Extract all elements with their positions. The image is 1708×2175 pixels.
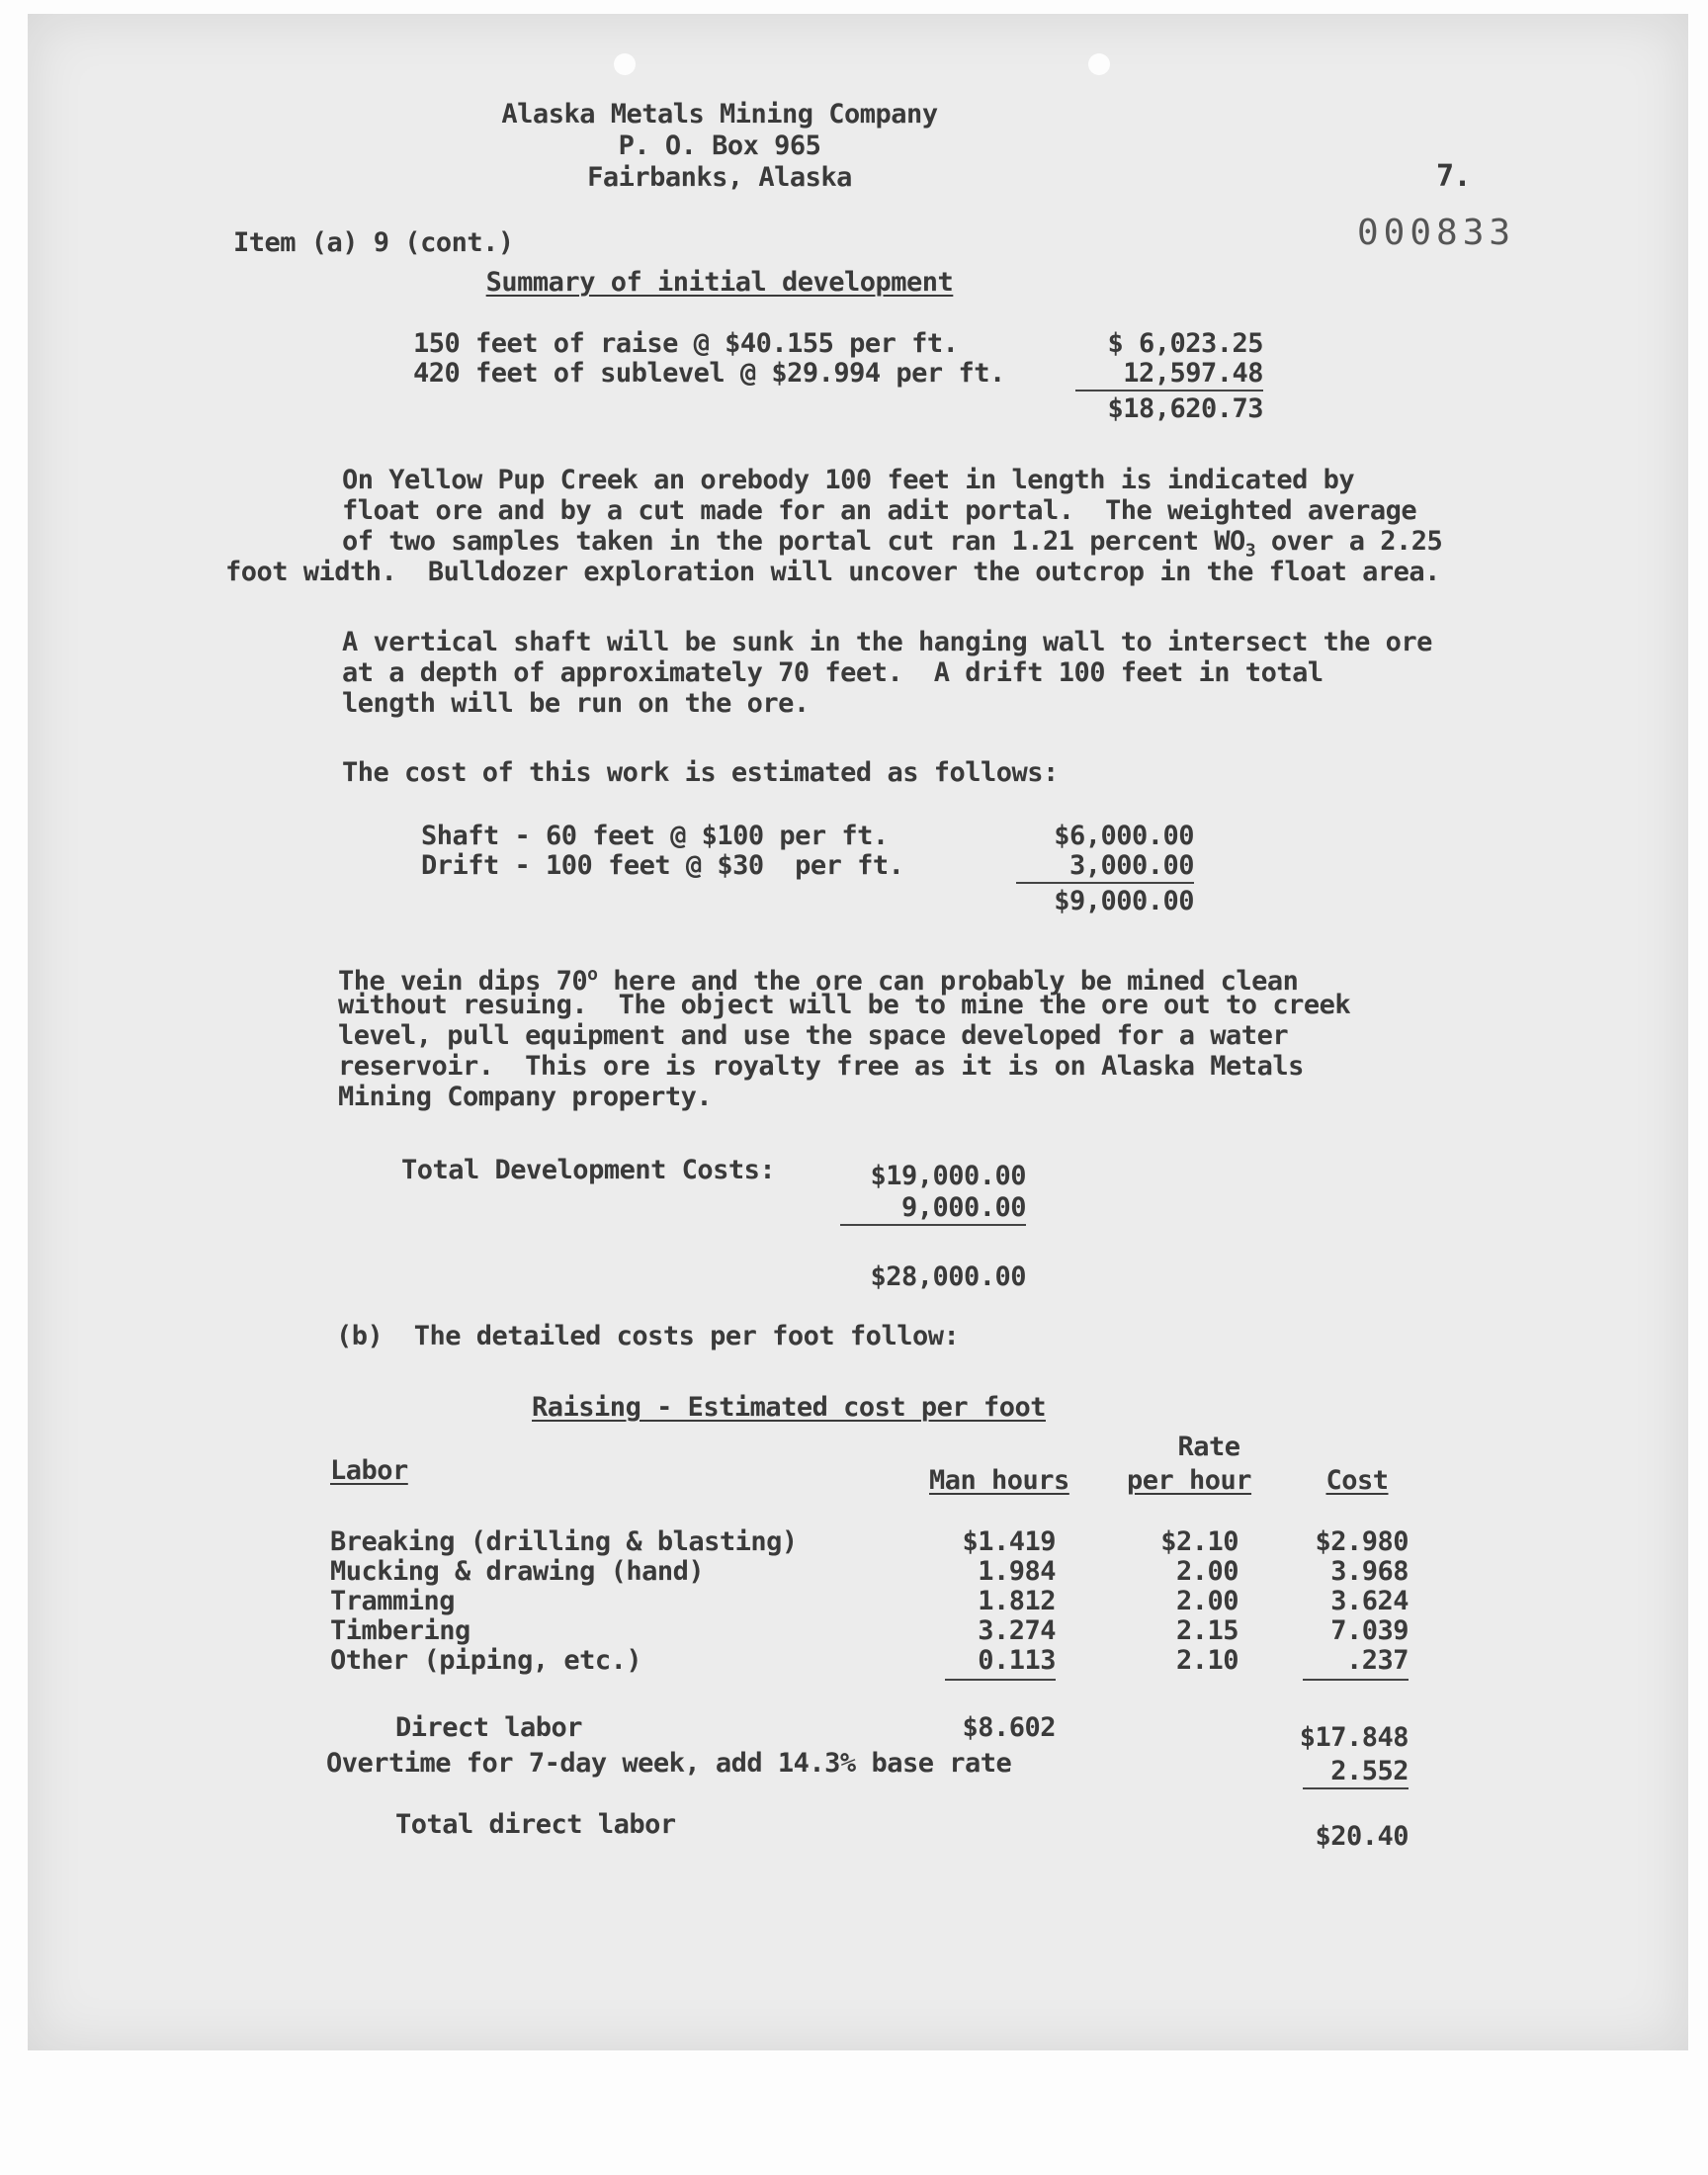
labor-row-cost: 3.624 xyxy=(1330,1586,1409,1616)
paragraph-line: Mining Company property. xyxy=(338,1082,713,1112)
total-dev-value: $19,000.00 xyxy=(870,1161,1026,1191)
work-sum-rule xyxy=(1016,882,1194,884)
labor-row-hours: 0.113 xyxy=(978,1645,1056,1676)
rate-header-top: Rate xyxy=(1177,1432,1240,1462)
punch-hole xyxy=(1088,53,1110,75)
paragraph-line: float ore and by a cut made for an adit portal. The weighted average xyxy=(342,495,1417,526)
overtime-cost: 2.552 xyxy=(1330,1756,1409,1786)
document-page xyxy=(28,14,1688,2050)
summary-title: Summary of initial development xyxy=(485,267,954,298)
labor-row-hours: 1.812 xyxy=(978,1586,1056,1616)
paragraph-line: at a depth of approximately 70 feet. A drift 100 feet in total xyxy=(342,657,1324,688)
item-label: Item (a) 9 (cont.) xyxy=(233,227,514,258)
labor-row-cost: $2.980 xyxy=(1315,1526,1409,1557)
labor-row-rate: 2.00 xyxy=(1175,1586,1238,1616)
work-row-drift: Drift - 100 feet @ $30 per ft. xyxy=(421,850,904,881)
labor-row-cost: 7.039 xyxy=(1330,1615,1409,1646)
total-dev-rule xyxy=(840,1224,1026,1226)
raising-title: Raising - Estimated cost per foot xyxy=(532,1392,1046,1423)
total-dev-value: 9,000.00 xyxy=(900,1192,1026,1223)
punch-hole xyxy=(614,53,636,75)
direct-labor-cost: $17.848 xyxy=(1299,1722,1409,1753)
labor-row-hours: 3.274 xyxy=(978,1615,1056,1646)
work-total: $9,000.00 xyxy=(1054,886,1194,916)
labor-row-label: Timbering xyxy=(330,1615,470,1646)
page-number: 7. xyxy=(1436,159,1472,194)
paragraph-line: level, pull equipment and use the space developed for a water xyxy=(338,1020,1289,1051)
company-name: Alaska Metals Mining Company xyxy=(501,99,938,130)
paragraph-line: length will be run on the ore. xyxy=(342,688,810,719)
paragraph-line-with-superscript: The vein dips 70$^o$ here and the ore can probably be mined clean xyxy=(338,964,1299,997)
cost-header: Cost xyxy=(1325,1465,1389,1496)
total-sum-rule xyxy=(1303,1787,1409,1789)
work-row-shaft: Shaft - 60 feet @ $100 per ft. xyxy=(421,821,889,851)
labor-row-label: Tramming xyxy=(330,1586,456,1616)
work-amount-drift: 3,000.00 xyxy=(1068,850,1194,881)
total-direct-labor-cost: $20.40 xyxy=(1315,1821,1409,1852)
labor-row-hours: 1.984 xyxy=(978,1556,1056,1587)
paragraph-line: without resuing. The object will be to mine the ore out to creek xyxy=(338,990,1351,1020)
paragraph-line: A vertical shaft will be sunk in the hanging wall to intersect the ore xyxy=(342,627,1432,657)
labor-row-label: Other (piping, etc.) xyxy=(330,1645,642,1676)
company-city: Fairbanks, Alaska xyxy=(587,162,852,193)
labor-row-hours: $1.419 xyxy=(962,1526,1056,1557)
cost-intro: The cost of this work is estimated as follows: xyxy=(342,757,1059,788)
total-direct-labor-label: Total direct labor xyxy=(395,1809,676,1840)
labor-row-rate: 2.00 xyxy=(1175,1556,1238,1587)
company-address: P. O. Box 965 xyxy=(618,130,821,161)
work-amount-shaft: $6,000.00 xyxy=(1054,821,1194,851)
total-dev-total: $28,000.00 xyxy=(870,1262,1026,1292)
summary-sum-rule xyxy=(1075,390,1263,392)
labor-row-cost: .237 xyxy=(1345,1645,1409,1676)
summary-row-raise: 150 feet of raise @ $40.155 per ft. xyxy=(413,328,959,359)
cost-sum-rule xyxy=(1303,1679,1409,1681)
labor-row-rate: 2.10 xyxy=(1175,1645,1238,1676)
overtime-label: Overtime for 7-day week, add 14.3% base rate xyxy=(326,1748,1012,1779)
section-b-heading: (b) The detailed costs per foot follow: xyxy=(336,1321,960,1351)
paragraph-line: On Yellow Pup Creek an orebody 100 feet in length is indicated by xyxy=(342,465,1355,495)
rate-header-bottom: per hour xyxy=(1127,1465,1252,1496)
direct-labor-hours: $8.602 xyxy=(962,1712,1056,1743)
summary-total: $18,620.73 xyxy=(1107,393,1263,424)
summary-row-sublevel: 420 feet of sublevel @ $29.994 per ft. xyxy=(413,358,1005,389)
paragraph-line: reservoir. This ore is royalty free as it is on Alaska Metals xyxy=(338,1051,1304,1082)
labor-row-label: Mucking & drawing (hand) xyxy=(330,1556,705,1587)
hours-sum-rule xyxy=(945,1679,1056,1681)
labor-header: Labor xyxy=(330,1455,408,1486)
summary-amount-sublevel: 12,597.48 xyxy=(1123,358,1263,389)
paragraph-line: foot width. Bulldozer exploration will uncover the outcrop in the float area. xyxy=(225,557,1440,587)
labor-row-cost: 3.968 xyxy=(1330,1556,1409,1587)
labor-row-rate: 2.15 xyxy=(1175,1615,1238,1646)
paragraph-line-with-subscript: of two samples taken in the portal cut ran 1.21 percent $WO_3$ over a 2.25 xyxy=(342,526,1443,562)
direct-labor-label: Direct labor xyxy=(395,1712,583,1743)
document-number: 000833 xyxy=(1357,213,1516,253)
man-hours-header: Man hours xyxy=(929,1465,1069,1496)
labor-row-rate: $2.10 xyxy=(1160,1526,1238,1557)
labor-row-label: Breaking (drilling & blasting) xyxy=(330,1526,798,1557)
total-dev-label: Total Development Costs: xyxy=(401,1155,776,1185)
summary-amount-raise: $ 6,023.25 xyxy=(1107,328,1263,359)
